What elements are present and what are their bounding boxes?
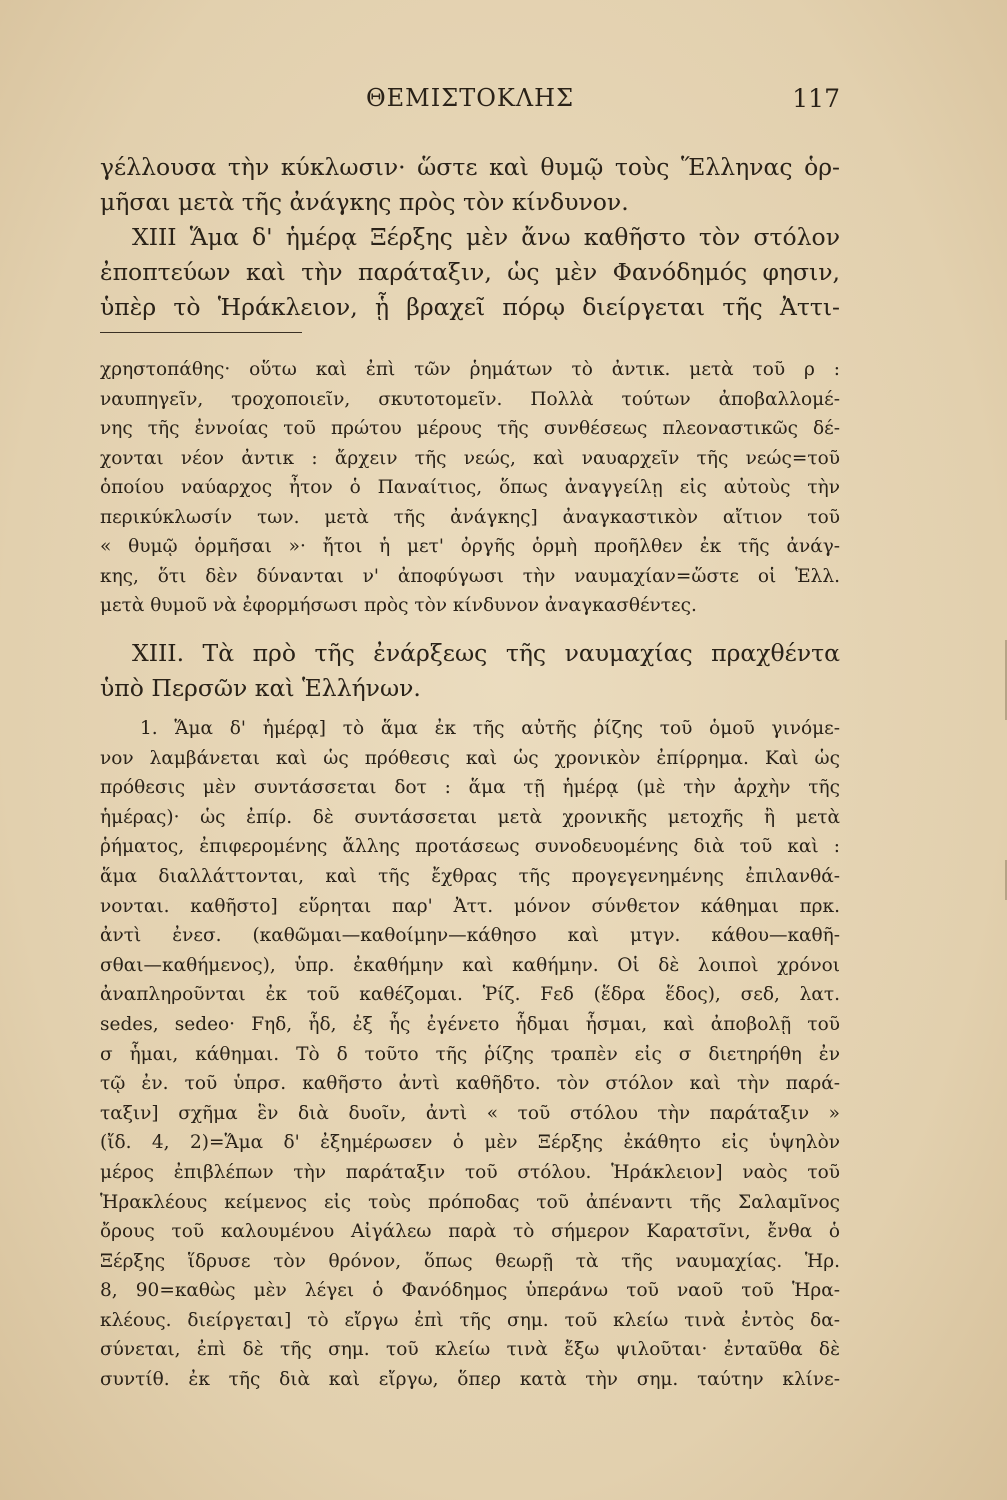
- running-title: ΘΕΜΙΣΤΟΚΛΗΣ: [365, 84, 575, 112]
- commentary-line: κλέους. διείργεται] τὸ εἴργω ἐπὶ τῆς σημ. τοῦ κλείω τινὰ ἐντὸς δα-: [100, 1309, 840, 1331]
- commentary-line: νον λαμβάνεται καὶ ὡς πρόθεσις καὶ ὡς χρονικὸν ἐπίρρημα. Καὶ ὡς: [100, 747, 840, 769]
- commentary-line: πρόθεσις μὲν συντάσσεται δοτ : ἅμα τῇ ἡμέρᾳ (μὲ τὴν ἀρχὴν τῆς: [100, 777, 840, 799]
- commentary-line: Ἡρακλέους κείμενος εἰς τοὺς πρόποδας τοῦ ἀπέναντι τῆς Σαλαμῖνος: [100, 1191, 840, 1213]
- main-line: μῆσαι μετὰ τῆς ἀνάγκης πρὸς τὸν κίνδυνον.: [100, 188, 629, 216]
- footnote-line: χονται νέον ἀντικ : ἄρχειν τῆς νεώς, καὶ ναυαρχεῖν τῆς νεώς=τοῦ: [100, 447, 840, 469]
- page-header: [100, 84, 840, 124]
- commentary-line: ταξιν] σχῆμα ἓν διὰ δυοῖν, ἀντὶ « τοῦ στόλου τὴν παράταξιν »: [100, 1102, 840, 1124]
- footnote-block: [100, 355, 840, 621]
- main-line: XIII Ἅμα δ' ἡμέρᾳ Ξέρξης μὲν ἄνω καθῆστο τὸν στόλον: [132, 223, 840, 251]
- commentary-line: ἅμα διαλλάττονται, καὶ τῆς ἔχθρας τῆς προγεγενημένης ἐπιλανθά-: [100, 865, 840, 887]
- commentary-line: σ ἧμαι, κάθημαι. Τὸ δ τοῦτο τῆς ῥίζης τραπὲν εἰς σ διετηρήθη ἐν: [100, 1043, 840, 1065]
- footnote-line: ναυπηγεῖν, τροχοποιεῖν, σκυτοτομεῖν. Πολλὰ τούτων ἀποβαλλομέ-: [100, 388, 840, 410]
- commentary-line: σθαι—καθήμενος), ὑπρ. ἐκαθήμην καὶ καθήμην. Οἱ δὲ λοιποὶ χρόνοι: [100, 954, 840, 976]
- commentary-line: ῥήματος, ἐπιφερομένης ἄλλης προτάσεως συνοδευομένης διὰ τοῦ καὶ :: [100, 836, 840, 858]
- main-line: ἐποπτεύων καὶ τὴν παράταξιν, ὡς μὲν Φανόδημός φησιν,: [100, 258, 840, 286]
- section-heading: [100, 636, 840, 706]
- section-heading-line: XIII. Τὰ πρὸ τῆς ἐνάρξεως τῆς ναυμαχίας πραχθέντα: [132, 639, 840, 667]
- footnote-line: ὁποίου ναύαρχος ἦτον ὁ Παναίτιος, ὅπως ἀναγγείλῃ εἰς αὐτοὺς τὴν: [100, 477, 840, 498]
- section-heading-line: ὑπὸ Περσῶν καὶ Ἑλλήνων.: [100, 674, 421, 702]
- main-line: γέλλουσα τὴν κύκλωσιν· ὥστε καὶ θυμῷ τοὺς Ἕλληνας ὁρ-: [100, 153, 840, 181]
- commentary-block: [100, 714, 840, 1395]
- commentary-line: ἀντὶ ἐνεσ. (καθῶμαι—καθοίμην—κάθησο καὶ μτγν. κάθου—καθῆ-: [100, 925, 840, 947]
- main-text: [100, 150, 840, 325]
- footnote-divider: [100, 332, 302, 333]
- footnote-line: « θυμῷ ὁρμῆσαι »· ἤτοι ἡ μετ' ὀργῆς ὁρμὴ προῆλθεν ἐκ τῆς ἀνάγ-: [100, 536, 840, 557]
- commentary-line: ὄρους τοῦ καλουμένου Αἰγάλεω παρὰ τὸ σήμερον Καρατσῖνι, ἔνθα ὁ: [100, 1221, 840, 1243]
- commentary-line: 1. Ἅμα δ' ἡμέρᾳ] τὸ ἅμα ἐκ τῆς αὐτῆς ῥίζης τοῦ ὁμοῦ γινόμε-: [140, 718, 840, 739]
- commentary-line: σύνεται, ἐπὶ δὲ τῆς σημ. τοῦ κλείω τινὰ ἔξω ψιλοῦται· ἐνταῦθα δὲ: [100, 1339, 840, 1361]
- commentary-line: Ξέρξης ἵδρυσε τὸν θρόνον, ὅπως θεωρῇ τὰ τῆς ναυμαχίας. Ἡρ.: [100, 1250, 840, 1272]
- commentary-line: (ἴδ. 4, 2)=Ἅμα δ' ἐξημέρωσεν ὁ μὲν Ξέρξης ἐκάθητο εἰς ὑψηλὸν: [100, 1132, 840, 1154]
- commentary-line: 8, 90=καθὼς μὲν λέγει ὁ Φανόδημος ὑπεράνω τοῦ ναοῦ τοῦ Ἡρα-: [100, 1280, 840, 1302]
- commentary-line: ἡμέρας)· ὡς ἐπίρ. δὲ συντάσσεται μετὰ χρονικῆς μετοχῆς ἢ μετὰ: [100, 806, 840, 828]
- footnote-line: χρηστοπάθης· οὕτω καὶ ἐπὶ τῶν ῥημάτων τὸ ἀντικ. μετὰ τοῦ ρ :: [100, 359, 840, 380]
- main-line: ὑπὲρ τὸ Ἡράκλειον, ᾗ βραχεῖ πόρῳ διείργεται τῆς Ἀττι-: [100, 293, 840, 321]
- footnote-line: κης, ὅτι δὲν δύνανται ν' ἀποφύγωσι τὴν ναυμαχίαν=ὥστε οἱ Ἑλλ.: [100, 565, 840, 587]
- commentary-line: νονται. καθῆστο] εὕρηται παρ' Ἀττ. μόνον σύνθετον κάθημαι πρκ.: [100, 895, 840, 917]
- page-edge-mark: [991, 640, 1007, 720]
- commentary-line: τῷ ἐν. τοῦ ὑπρσ. καθῆστο ἀντὶ καθῆδτο. τὸν στόλον καὶ τὴν παρά-: [100, 1073, 840, 1095]
- commentary-line: συντίθ. ἐκ τῆς διὰ καὶ εἴργω, ὅπερ κατὰ τὴν σημ. ταύτην κλίνε-: [100, 1369, 840, 1391]
- page-number: 117: [792, 84, 840, 113]
- footnote-line: περικύκλωσίν των. μετὰ τῆς ἀνάγκης] ἀναγκαστικὸν αἴτιον τοῦ: [100, 506, 840, 528]
- page-edge-mark: [991, 860, 1007, 900]
- footnote-line: μετὰ θυμοῦ νὰ ἐφορμήσωσι πρὸς τὸν κίνδυνον ἀναγκασθέντες.: [100, 595, 697, 616]
- commentary-line: ἀναπληροῦνται ἐκ τοῦ καθέζομαι. Ῥίζ. Fεδ (ἕδρα ἕδος), σεδ, λατ.: [100, 984, 840, 1006]
- commentary-line: μέρος ἐπιβλέπων τὴν παράταξιν τοῦ στόλου. Ἡράκλειον] ναὸς τοῦ: [100, 1161, 840, 1183]
- commentary-line: sedes, sedeo· Fηδ, ἧδ, ἐξ ἧς ἐγένετο ἧδμαι ἧσμαι, καὶ ἀποβολῇ τοῦ: [100, 1013, 840, 1035]
- footnote-line: νης τῆς ἐννοίας τοῦ πρώτου μέρους τῆς συνθέσεως πλεοναστικῶς δέ-: [100, 418, 840, 439]
